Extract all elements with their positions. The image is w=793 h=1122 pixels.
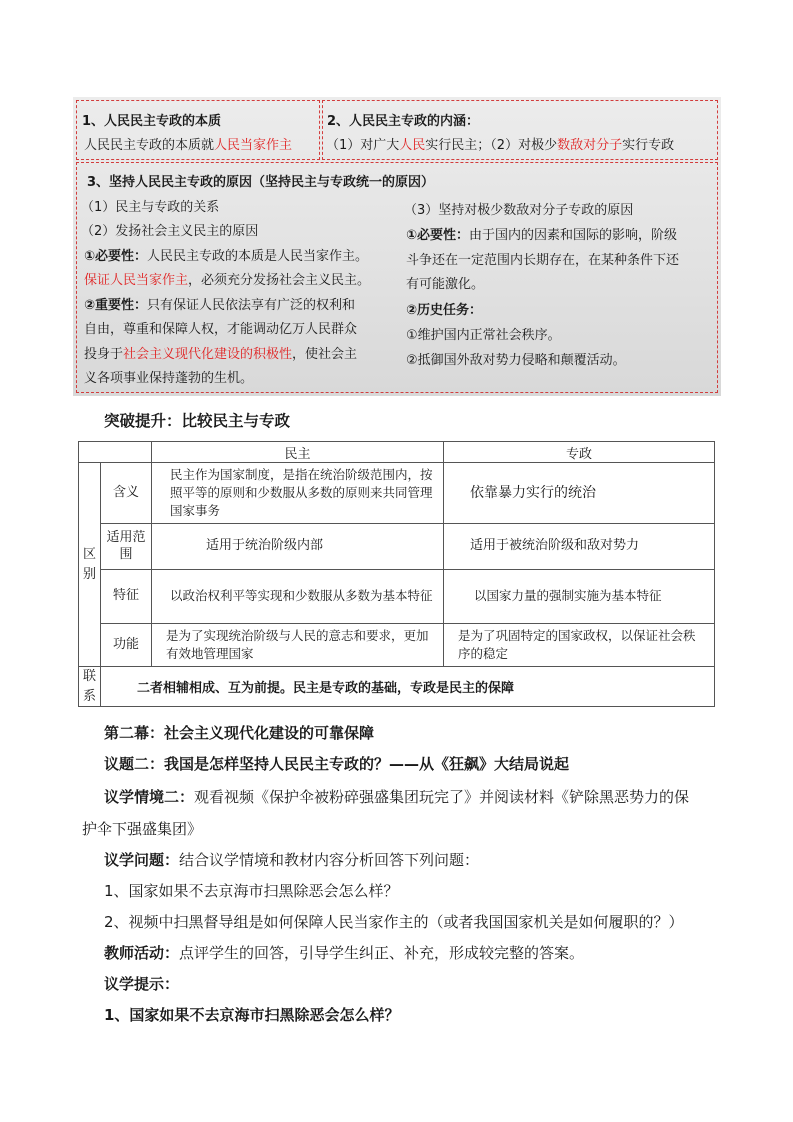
democracy-cell: 适用于统治阶级内部	[152, 524, 444, 570]
reason-item-2: （2）发扬社会主义民主的原因	[81, 224, 259, 239]
connotation-title: 2、人民民主专政的内涵：	[327, 114, 480, 129]
summary-panel	[73, 97, 721, 396]
table-row	[79, 524, 715, 570]
democracy-cell: 民主作为国家制度，是指在统治阶级范围内，按照平等的原则和少数服从多数的原则来共同管理国家事务	[152, 463, 444, 524]
situation-line-1: 议学情境二：观看视频《保护伞被粉碎强盛集团玩完了》并阅读材料《铲除黑恶势力的保	[104, 788, 690, 806]
row-label: 功能	[101, 624, 152, 667]
historic-task-1: ①维护国内正常社会秩序。	[406, 328, 561, 343]
question-2: 2、视频中扫黑督导组是如何保障人民当家作主的（或者我国国家机关是如何履职的？）	[104, 913, 684, 931]
hint-question-1: 1、国家如果不去京海市扫黑除恶会怎么样？	[104, 1006, 400, 1024]
democracy-cell: 以政治权利平等实现和少数服从多数为基本特征	[152, 570, 444, 624]
democracy-cell: 是为了实现统治阶级与人民的意志和要求，更加有效地管理国家	[152, 624, 444, 667]
reason-item-1: （1）民主与专政的关系	[81, 200, 220, 215]
situation-line-2: 护伞下强盛集团》	[82, 820, 203, 838]
question-1: 1、国家如果不去京海市扫黑除恶会怎么样？	[104, 882, 399, 900]
essence-title: 1、人民民主专政的本质	[82, 114, 222, 129]
importance-line-4: 义各项事业保持蓬勃的生机。	[84, 371, 254, 386]
link-label: 联系	[79, 667, 101, 707]
teacher-activity: 教师活动：点评学生的回答，引导学生纠正、补充，形成较完整的答案。	[104, 944, 585, 962]
header-dictatorship: 专政	[444, 442, 715, 463]
header-democracy: 民主	[152, 442, 444, 463]
table-row	[79, 463, 715, 524]
guarantee-line: 保证人民当家作主，必须充分发扬社会主义民主。	[84, 273, 371, 288]
dictatorship-cell: 以国家力量的强制实施为基本特征	[444, 570, 715, 624]
dictatorship-cell: 适用于被统治阶级和敌对势力	[444, 524, 715, 570]
link-text: 二者相辅相成、互为前提。民主是专政的基础，专政是民主的保障	[101, 667, 715, 707]
table-row	[79, 624, 715, 667]
difference-label: 区别	[79, 463, 101, 667]
reasons-title: 3、坚持人民民主专政的原因（坚持民主与专政统一的原因）	[87, 175, 435, 190]
dictatorship-necessity-2: 斗争还在一定范围内长期存在，在某种条件下还	[406, 253, 680, 268]
header-empty-cell	[79, 442, 152, 463]
row-label: 含义	[101, 463, 152, 524]
topic2-heading: 议题二：我国是怎样坚持人民民主专政的？——从《狂飙》大结局说起	[104, 755, 570, 773]
table-row	[79, 570, 715, 624]
importance-line-2: 自由，尊重和保障人权，才能调动亿万人民群众	[84, 322, 358, 337]
table-header-row	[79, 442, 715, 463]
comparison-table	[78, 441, 715, 707]
essence-text: 人民民主专政的本质就人民当家作主	[84, 138, 293, 153]
reason-item-3: （3）坚持对极少数敌对分子专政的原因	[404, 203, 634, 218]
dictatorship-cell: 是为了巩固特定的国家政权，以保证社会秩序的稳定	[444, 624, 715, 667]
hint-heading: 议学提示：	[104, 975, 180, 993]
importance-line-1: ②重要性：只有保证人民依法享有广泛的权利和	[84, 298, 356, 313]
historic-task-2: ②抵御国外敌对势力侵略和颠覆活动。	[406, 353, 626, 368]
table-row	[79, 667, 715, 707]
act2-heading: 第二幕：社会主义现代化建设的可靠保障	[104, 724, 375, 742]
historic-task-title: ②历史任务：	[406, 303, 483, 318]
question-line: 议学问题：结合议学情境和教材内容分析回答下列问题：	[104, 851, 480, 869]
row-label: 适用范围	[101, 524, 152, 570]
row-label: 特征	[101, 570, 152, 624]
connotation-text: （1）对广大人民实行民主；（2）对极少数敌对分子实行专政	[326, 138, 675, 153]
dictatorship-cell: 依靠暴力实行的统治	[444, 463, 715, 524]
importance-line-3: 投身于社会主义现代化建设的积极性，使社会主	[84, 347, 358, 362]
dictatorship-necessity-1: ①必要性：由于国内的因素和国际的影响，阶级	[406, 228, 678, 243]
breakthrough-heading: 突破提升：比较民主与专政	[104, 412, 291, 430]
dictatorship-necessity-3: 有可能激化。	[406, 277, 485, 292]
necessity-line: ①必要性：人民民主专政的本质是人民当家作主。	[84, 249, 369, 264]
